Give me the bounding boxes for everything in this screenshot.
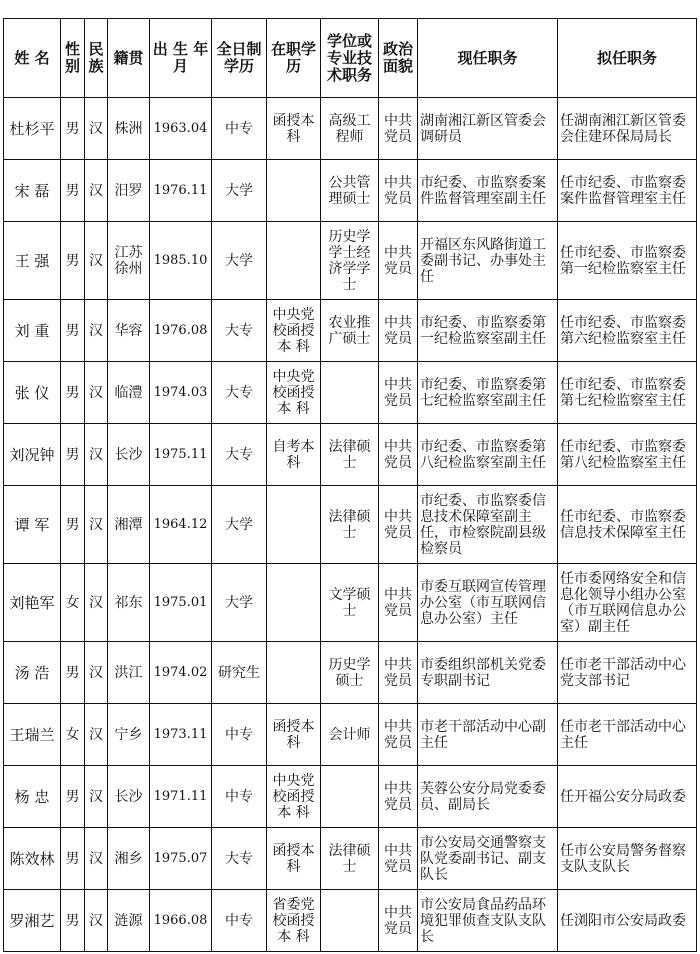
cell-political: 中共党员	[379, 98, 418, 160]
cell-native: 长沙	[108, 424, 150, 486]
cell-political: 中共党员	[379, 222, 418, 300]
cell-gender: 男	[61, 828, 85, 890]
cell-name: 陈效林	[4, 828, 61, 890]
header-current-position: 现任职务	[418, 19, 558, 98]
cell-birth: 1966.08	[150, 890, 212, 952]
cell-current-position: 市公安局交通警察支队党委副书记、副支队长	[418, 828, 558, 890]
cell-degree: 公共管理硕士	[321, 160, 379, 222]
header-political: 政治面貌	[379, 19, 418, 98]
cell-ethnicity: 汉	[85, 890, 108, 952]
cell-name: 刘况钟	[4, 424, 61, 486]
header-native: 籍贯	[108, 19, 150, 98]
cell-current-position: 湖南湘江新区管委会调研员	[418, 98, 558, 160]
cell-gender: 男	[61, 98, 85, 160]
cell-degree	[321, 890, 379, 952]
cell-political: 中共党员	[379, 828, 418, 890]
cell-parttime-edu	[267, 486, 321, 564]
cell-name: 王瑞兰	[4, 704, 61, 766]
cell-proposed-position: 任市老干部活动中心主任	[558, 704, 697, 766]
cell-degree: 法律硕士	[321, 486, 379, 564]
cell-fulltime-edu: 大专	[212, 362, 267, 424]
header-gender: 性别	[61, 19, 85, 98]
cell-ethnicity: 汉	[85, 642, 108, 704]
cell-parttime-edu: 中央党校函授本 科	[267, 300, 321, 362]
cell-proposed-position: 任市纪委、市监察委第六纪检监察室主任	[558, 300, 697, 362]
cell-gender: 女	[61, 564, 85, 642]
cell-degree: 法律硕士	[321, 424, 379, 486]
cell-birth: 1971.11	[150, 766, 212, 828]
cell-ethnicity: 汉	[85, 486, 108, 564]
cell-degree: 会计师	[321, 704, 379, 766]
cell-fulltime-edu: 大学	[212, 486, 267, 564]
cell-birth: 1976.11	[150, 160, 212, 222]
cell-birth: 1975.01	[150, 564, 212, 642]
header-parttime-edu: 在职学历	[267, 19, 321, 98]
cell-proposed-position: 任浏阳市公安局政委	[558, 890, 697, 952]
cell-birth: 1976.08	[150, 300, 212, 362]
cell-fulltime-edu: 研究生	[212, 642, 267, 704]
cell-name: 杜杉平	[4, 98, 61, 160]
cell-native: 洪江	[108, 642, 150, 704]
header-name: 姓 名	[4, 19, 61, 98]
cell-political: 中共党员	[379, 300, 418, 362]
cell-parttime-edu: 省委党校函授本 科	[267, 890, 321, 952]
cell-proposed-position: 任市纪委、市监察委案件监督管理室主任	[558, 160, 697, 222]
header-birth: 出 生 年 月	[150, 19, 212, 98]
cell-current-position: 市委互联网宣传管理办公室（市互联网信息办公室）主任	[418, 564, 558, 642]
cell-name: 刘艳军	[4, 564, 61, 642]
cell-native: 汨罗	[108, 160, 150, 222]
header-ethnicity: 民族	[85, 19, 108, 98]
cell-political: 中共党员	[379, 564, 418, 642]
cell-name: 王 强	[4, 222, 61, 300]
cell-political: 中共党员	[379, 704, 418, 766]
table-row	[4, 564, 697, 642]
cell-native: 宁乡	[108, 704, 150, 766]
cell-political: 中共党员	[379, 160, 418, 222]
cell-current-position: 市公安局食品药品环境犯罪侦查支队支队长	[418, 890, 558, 952]
cell-gender: 男	[61, 424, 85, 486]
table-row	[4, 222, 697, 300]
cell-birth: 1975.11	[150, 424, 212, 486]
table-row	[4, 160, 697, 222]
cell-ethnicity: 汉	[85, 828, 108, 890]
cell-ethnicity: 汉	[85, 222, 108, 300]
cell-native: 湘潭	[108, 486, 150, 564]
table-row	[4, 704, 697, 766]
cell-birth: 1985.10	[150, 222, 212, 300]
table-row	[4, 766, 697, 828]
cell-fulltime-edu: 大学	[212, 160, 267, 222]
cell-parttime-edu: 函授本科	[267, 828, 321, 890]
cell-political: 中共党员	[379, 890, 418, 952]
cell-native: 华容	[108, 300, 150, 362]
cell-current-position: 开福区东风路街道工委副书记、办事处主任	[418, 222, 558, 300]
cell-native: 湘乡	[108, 828, 150, 890]
cell-ethnicity: 汉	[85, 704, 108, 766]
cell-degree: 文学硕士	[321, 564, 379, 642]
cell-proposed-position: 任湖南湘江新区管委会住建环保局局长	[558, 98, 697, 160]
table-header-row	[4, 19, 697, 98]
cell-gender: 男	[61, 486, 85, 564]
cell-current-position: 市纪委、市监察委第一纪检监察室副主任	[418, 300, 558, 362]
cell-parttime-edu: 函授本科	[267, 704, 321, 766]
cell-fulltime-edu: 大专	[212, 424, 267, 486]
cell-fulltime-edu: 中专	[212, 98, 267, 160]
cell-ethnicity: 汉	[85, 300, 108, 362]
cell-name: 刘 重	[4, 300, 61, 362]
cell-degree	[321, 766, 379, 828]
cell-proposed-position: 任市纪委、市监察委第七纪检监察室主任	[558, 362, 697, 424]
table-row	[4, 642, 697, 704]
header-degree: 学位或专业技术职务	[321, 19, 379, 98]
header-proposed-position: 拟任职务	[558, 19, 697, 98]
cell-degree: 高级工程师	[321, 98, 379, 160]
cell-birth: 1974.03	[150, 362, 212, 424]
cell-parttime-edu: 自考本科	[267, 424, 321, 486]
cell-degree: 法律硕士	[321, 828, 379, 890]
cell-gender: 男	[61, 222, 85, 300]
cell-parttime-edu: 中央党校函授本 科	[267, 362, 321, 424]
cell-native: 临澧	[108, 362, 150, 424]
cell-birth: 1973.11	[150, 704, 212, 766]
cell-current-position: 市纪委、市监察委第八纪检监察室副主任	[418, 424, 558, 486]
cell-ethnicity: 汉	[85, 98, 108, 160]
table-row	[4, 828, 697, 890]
cell-gender: 女	[61, 704, 85, 766]
cell-proposed-position: 任市纪委、市监察委第一纪检监察室主任	[558, 222, 697, 300]
cell-native: 涟源	[108, 890, 150, 952]
cell-ethnicity: 汉	[85, 424, 108, 486]
cell-current-position: 市纪委、市监察委信息技术保障室副主任，市检察院副县级检察员	[418, 486, 558, 564]
cell-parttime-edu	[267, 642, 321, 704]
cell-gender: 男	[61, 160, 85, 222]
cell-political: 中共党员	[379, 486, 418, 564]
cell-birth: 1974.02	[150, 642, 212, 704]
cell-name: 谭 军	[4, 486, 61, 564]
cell-proposed-position: 任市老干部活动中心党支部书记	[558, 642, 697, 704]
cell-ethnicity: 汉	[85, 564, 108, 642]
cell-name: 罗湘艺	[4, 890, 61, 952]
cell-native: 株洲	[108, 98, 150, 160]
cell-name: 杨 忠	[4, 766, 61, 828]
cell-birth: 1975.07	[150, 828, 212, 890]
cell-fulltime-edu: 大专	[212, 300, 267, 362]
cell-birth: 1963.04	[150, 98, 212, 160]
table-row	[4, 300, 697, 362]
cell-political: 中共党员	[379, 766, 418, 828]
cell-name: 汤 浩	[4, 642, 61, 704]
cell-parttime-edu: 中央党校函授本 科	[267, 766, 321, 828]
table-row	[4, 486, 697, 564]
table-row	[4, 98, 697, 160]
cell-degree	[321, 362, 379, 424]
cell-birth: 1964.12	[150, 486, 212, 564]
cell-parttime-edu	[267, 160, 321, 222]
cell-current-position: 市纪委、市监察委案件监督管理室副主任	[418, 160, 558, 222]
cell-gender: 男	[61, 362, 85, 424]
cell-fulltime-edu: 大学	[212, 564, 267, 642]
cell-native: 祁东	[108, 564, 150, 642]
cell-fulltime-edu: 大学	[212, 222, 267, 300]
cell-degree: 历史学硕士	[321, 642, 379, 704]
cadre-table	[3, 18, 697, 952]
cell-proposed-position: 任开福公安分局政委	[558, 766, 697, 828]
cell-ethnicity: 汉	[85, 766, 108, 828]
cell-native: 长沙	[108, 766, 150, 828]
cell-parttime-edu	[267, 564, 321, 642]
cell-current-position: 市委组织部机关党委专职副书记	[418, 642, 558, 704]
cell-gender: 男	[61, 766, 85, 828]
cell-proposed-position: 任市公安局警务督察支队支队长	[558, 828, 697, 890]
cell-proposed-position: 任市委网络安全和信息化领导小组办公室（市互联网信息办公室）副主任	[558, 564, 697, 642]
cell-gender: 男	[61, 300, 85, 362]
cell-current-position: 市老干部活动中心副主任	[418, 704, 558, 766]
cell-current-position: 市纪委、市监察委第七纪检监察室副主任	[418, 362, 558, 424]
cell-current-position: 芙蓉公安分局党委委员、副局长	[418, 766, 558, 828]
cell-proposed-position: 任市纪委、市监察委信息技术保障室主任	[558, 486, 697, 564]
header-fulltime-edu: 全日制学历	[212, 19, 267, 98]
cell-name: 张 仪	[4, 362, 61, 424]
cell-fulltime-edu: 中专	[212, 704, 267, 766]
cell-parttime-edu: 函授本科	[267, 98, 321, 160]
cell-ethnicity: 汉	[85, 362, 108, 424]
cell-degree: 农业推广硕士	[321, 300, 379, 362]
cell-ethnicity: 汉	[85, 160, 108, 222]
cell-political: 中共党员	[379, 642, 418, 704]
cell-fulltime-edu: 中专	[212, 766, 267, 828]
table-row	[4, 424, 697, 486]
cell-political: 中共党员	[379, 424, 418, 486]
cell-gender: 男	[61, 642, 85, 704]
table-row	[4, 890, 697, 952]
cell-gender: 男	[61, 890, 85, 952]
cell-name: 宋 磊	[4, 160, 61, 222]
cell-political: 中共党员	[379, 362, 418, 424]
cell-proposed-position: 任市纪委、市监察委第八纪检监察室主任	[558, 424, 697, 486]
table-row	[4, 362, 697, 424]
cell-degree: 历史学学士经济学学士	[321, 222, 379, 300]
cell-native: 江苏徐州	[108, 222, 150, 300]
cell-fulltime-edu: 大专	[212, 828, 267, 890]
cell-parttime-edu	[267, 222, 321, 300]
cell-fulltime-edu: 中专	[212, 890, 267, 952]
